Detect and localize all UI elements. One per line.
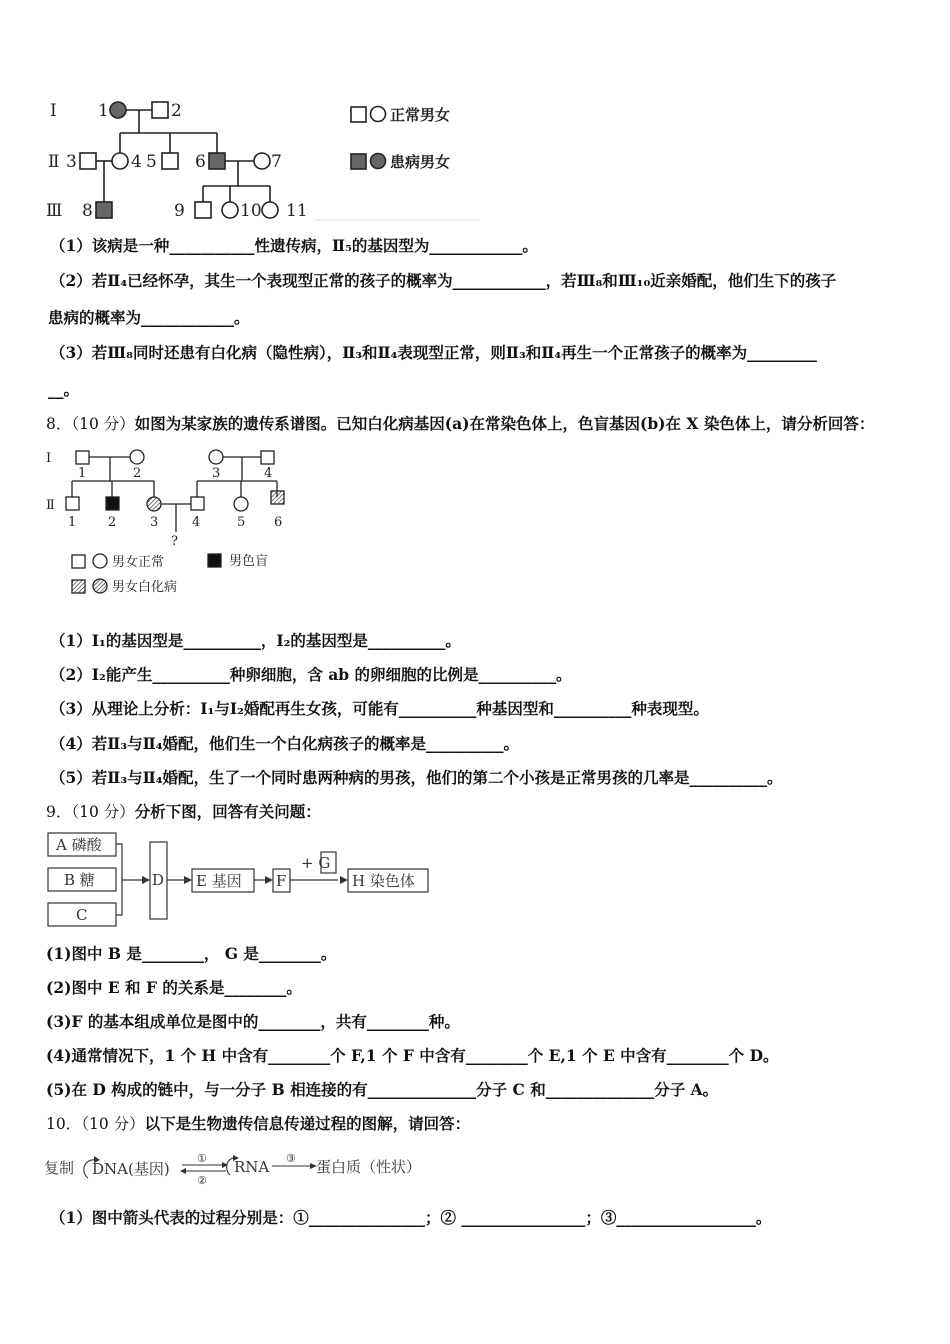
pedigree1-num-6: 6 bbox=[195, 152, 206, 172]
pedigree1-num-1: 1 bbox=[98, 101, 109, 121]
arrow-to-e-icon bbox=[184, 876, 192, 884]
pedigree1-individual-7 bbox=[254, 153, 270, 169]
pedigree2-II2 bbox=[106, 497, 119, 510]
pedigree2-I1 bbox=[76, 451, 89, 464]
label-e: E 基因 bbox=[196, 872, 242, 890]
legend-affected-female-icon bbox=[371, 154, 386, 169]
pedigree1-num-10: 10 bbox=[240, 201, 262, 221]
q8-part1: （1）Ⅰ₁的基因型是__________，Ⅰ₂的基因型是__________。 bbox=[50, 631, 461, 650]
pedigree1-gen-I: Ⅰ bbox=[50, 101, 57, 121]
label-c: C bbox=[76, 906, 88, 924]
legend2-normal-label: 男女正常 bbox=[112, 555, 165, 570]
pedigree2-gen-II: Ⅱ bbox=[46, 498, 55, 513]
q7-part2-cont: 患病的概率为____________。 bbox=[48, 308, 250, 327]
pedigree1-individual-8 bbox=[96, 202, 112, 218]
pedigree2-bot-num-6: 6 bbox=[274, 515, 283, 530]
circle-1-label: ① bbox=[197, 1152, 207, 1165]
pedigree2-bot-num-3: 3 bbox=[150, 515, 159, 530]
pedigree2-bot-num-4: 4 bbox=[192, 515, 201, 530]
pedigree2-question-mark: ? bbox=[171, 534, 178, 549]
legend-normal-label: 正常男女 bbox=[390, 106, 451, 124]
pedigree2-top-num-3: 3 bbox=[212, 466, 221, 481]
pedigree2-I3 bbox=[209, 450, 223, 464]
q9-number: 9． bbox=[46, 803, 72, 821]
legend-affected-label: 患病男女 bbox=[390, 153, 451, 171]
q9-part2: (2)图中 E 和 F 的关系是________。 bbox=[46, 978, 302, 997]
pedigree2-gen-I: Ⅰ bbox=[46, 451, 52, 466]
pedigree2-bot-num-1: 1 bbox=[68, 515, 77, 530]
pedigree1-num-5: 5 bbox=[146, 152, 157, 172]
pedigree1-individual-6 bbox=[209, 153, 225, 169]
q7-part3: （3）若Ⅲ₈同时还患有白化病（隐性病），Ⅱ₃和Ⅱ₄表现型正常，则Ⅱ₃和Ⅱ₄再生一个正常孩子的概率为_________ bbox=[50, 343, 817, 362]
q9-header bbox=[46, 802, 321, 822]
pedigree1-individual-4 bbox=[112, 153, 128, 169]
pedigree1-individual-11 bbox=[262, 202, 278, 218]
pedigree1-num-3: 3 bbox=[66, 152, 77, 172]
legend-normal-female-icon bbox=[371, 107, 386, 122]
pedigree1-individual-10 bbox=[222, 202, 238, 218]
arrow-to-h-icon bbox=[340, 876, 348, 884]
q9-part3: (3)F 的基本组成单位是图中的________，共有________种。 bbox=[46, 1012, 460, 1031]
rna-label: RNA bbox=[234, 1158, 270, 1176]
pedigree2-II1 bbox=[66, 497, 79, 510]
q10-score: （10 分） bbox=[81, 1115, 145, 1133]
pedigree1-individual-3 bbox=[80, 153, 96, 169]
legend2-colorblind-male-icon bbox=[208, 554, 221, 567]
q8-number: 8． bbox=[46, 415, 72, 433]
pedigree1-num-7: 7 bbox=[271, 152, 282, 172]
pedigree2-I2 bbox=[130, 450, 144, 464]
q7-part3-cont: __。 bbox=[48, 380, 80, 399]
pedigree2-I4 bbox=[261, 451, 274, 464]
legend2-albino-female-icon bbox=[93, 579, 107, 593]
pedigree1-gen-II: Ⅱ bbox=[48, 152, 60, 172]
q7-part2: （2）若Ⅱ₄已经怀孕，其生一个表现型正常的孩子的概率为____________，若Ⅲ₈和Ⅲ₁₀近亲婚配，他们生下的孩子 bbox=[50, 271, 837, 290]
q8-part4: （4）若Ⅱ₃与Ⅱ₄婚配，他们生一个白化病孩子的概率是__________。 bbox=[50, 734, 519, 753]
q9-score: （10 分） bbox=[71, 803, 135, 821]
arrow-to-d-icon bbox=[142, 876, 150, 884]
pedigree1-num-4: 4 bbox=[131, 152, 142, 172]
q9-part1: (1)图中 B 是________， G 是________。 bbox=[46, 944, 337, 963]
pedigree2-bot-num-2: 2 bbox=[108, 515, 117, 530]
q7-part1: （1）该病是一种___________性遗传病，Ⅱ₅的基因型为____________。 bbox=[50, 236, 538, 255]
q9-stem: 分析下图，回答有关问题： bbox=[134, 802, 321, 821]
legend2-albino-male-icon bbox=[72, 580, 85, 593]
pedigree2-bot-num-5: 5 bbox=[237, 515, 246, 530]
label-g: + G bbox=[301, 854, 331, 872]
dna-structure-diagram bbox=[44, 828, 444, 933]
central-dogma-diagram bbox=[44, 1148, 444, 1190]
pedigree2-II5 bbox=[234, 497, 248, 511]
label-h: H 染色体 bbox=[352, 872, 415, 890]
pedigree1-num-11: 11 bbox=[286, 201, 308, 221]
q10-stem: 以下是生物遗传信息传递过程的图解，请回答： bbox=[144, 1114, 471, 1133]
legend2-normal-female-icon bbox=[93, 554, 107, 568]
dna-label: DNA(基因) bbox=[92, 1160, 170, 1178]
label-a: A 磷酸 bbox=[56, 836, 102, 854]
circle-3-label: ③ bbox=[286, 1152, 296, 1165]
pedigree1-num-8: 8 bbox=[82, 201, 93, 221]
pedigree2-II3 bbox=[147, 497, 161, 511]
q10-part1: （1）图中箭头代表的过程分别是：①_______________；② ________________；③__________________。 bbox=[50, 1208, 772, 1227]
pedigree2-top-num-2: 2 bbox=[133, 466, 142, 481]
label-b: B 糖 bbox=[64, 871, 95, 889]
protein-label: 蛋白质（性状） bbox=[316, 1158, 422, 1176]
pedigree2-top-num-1: 1 bbox=[78, 466, 87, 481]
q8-part5: （5）若Ⅱ₃与Ⅱ₄婚配，生了一个同时患两种病的男孩，他们的第二个小孩是正常男孩的几率是__________。 bbox=[50, 768, 783, 787]
q8-score: （10 分） bbox=[71, 415, 135, 433]
pedigree1-num-2: 2 bbox=[171, 101, 182, 121]
q8-header bbox=[46, 414, 874, 434]
label-f: F bbox=[276, 872, 287, 890]
arrow-to-f-icon bbox=[265, 876, 273, 884]
pedigree1-individual-1 bbox=[110, 102, 126, 118]
pedigree-chart-2 bbox=[40, 444, 300, 604]
pedigree1-individual-5 bbox=[162, 153, 178, 169]
pedigree-chart-1 bbox=[40, 92, 490, 227]
legend2-colorblind-label: 男色盲 bbox=[229, 554, 269, 569]
q10-header bbox=[46, 1114, 470, 1134]
pedigree1-gen-III: Ⅲ bbox=[46, 201, 63, 221]
legend2-albino-label: 男女白化病 bbox=[112, 580, 178, 595]
pedigree1-num-9: 9 bbox=[174, 201, 185, 221]
q8-part3: （3）从理论上分析：Ⅰ₁与Ⅰ₂婚配再生女孩，可能有__________种基因型和__________种表现型。 bbox=[50, 699, 709, 718]
q9-part5: (5)在 D 构成的链中，与一分子 B 相连接的有______________分子 C 和______________分子 A。 bbox=[46, 1080, 719, 1099]
pedigree2-II4 bbox=[191, 497, 204, 510]
legend2-normal-male-icon bbox=[72, 555, 85, 568]
pedigree2-II6 bbox=[271, 491, 284, 504]
pedigree1-individual-9 bbox=[195, 202, 211, 218]
q8-stem: 如图为某家族的遗传系谱图。已知白化病基因(a)在常染色体上，色盲基因(b)在 X 染色体上，请分析回答： bbox=[134, 414, 875, 433]
q9-part4: (4)通常情况下，1 个 H 中含有________个 F,1 个 F 中含有________个 E,1 个 E 中含有________个 D。 bbox=[46, 1046, 779, 1065]
pedigree2-top-num-4: 4 bbox=[264, 466, 273, 481]
q8-part2: （2）Ⅰ₂能产生__________种卵细胞，含 ab 的卵细胞的比例是__________。 bbox=[50, 665, 572, 684]
copy-label: 复制 bbox=[44, 1159, 75, 1177]
q10-number: 10． bbox=[46, 1115, 82, 1133]
label-d: D bbox=[152, 871, 165, 889]
circle-2-label: ② bbox=[197, 1174, 207, 1187]
legend-affected-male-icon bbox=[351, 154, 366, 169]
pedigree1-individual-2 bbox=[152, 102, 168, 118]
legend-normal-male-icon bbox=[351, 107, 366, 122]
